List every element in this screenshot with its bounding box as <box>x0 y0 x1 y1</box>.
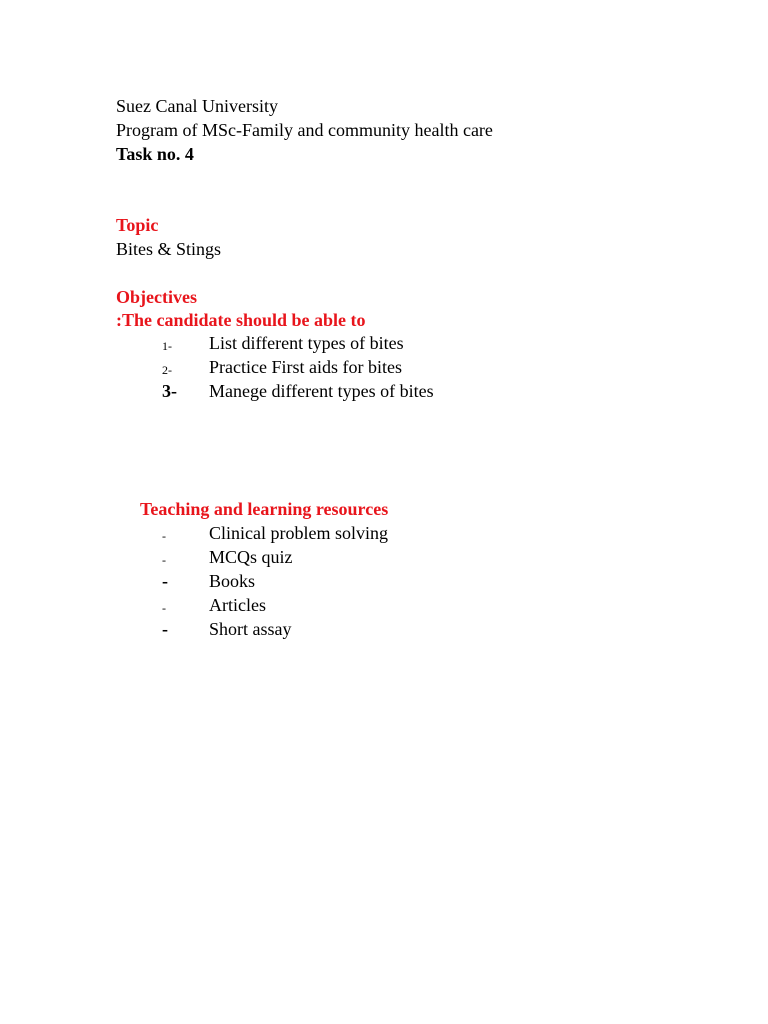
list-item-text: Articles <box>209 595 266 615</box>
list-item <box>162 522 612 544</box>
list-item-text: MCQs quiz <box>209 547 293 567</box>
list-item <box>162 570 612 592</box>
objectives-heading: Objectives <box>116 287 197 307</box>
list-item <box>162 546 612 568</box>
topic-heading: Topic <box>116 215 159 235</box>
list-item <box>162 380 612 402</box>
list-marker: - <box>162 529 166 543</box>
list-item-text: Books <box>209 571 256 591</box>
program-name: Program of MSc-Family and community health care <box>116 120 493 140</box>
list-item-text: Short assay <box>209 619 292 639</box>
list-marker: - <box>162 601 166 615</box>
list-item <box>162 332 612 354</box>
list-item-text: Clinical problem solving <box>209 523 388 543</box>
list-marker: 3- <box>162 381 177 401</box>
topic-value: Bites & Stings <box>116 239 222 259</box>
list-item <box>162 618 612 640</box>
list-marker: - <box>162 619 168 639</box>
objectives-intro: :The candidate should be able to <box>116 310 366 330</box>
list-item-text: Practice First aids for bites <box>209 357 402 377</box>
task-number: Task no. 4 <box>116 144 194 164</box>
list-item-text: Manege different types of bites <box>209 381 434 401</box>
list-marker: 2- <box>162 363 172 377</box>
list-item <box>162 594 612 616</box>
list-marker: 1- <box>162 339 172 353</box>
list-marker: - <box>162 571 168 591</box>
list-marker: - <box>162 553 166 567</box>
list-item <box>162 356 612 378</box>
university-name: Suez Canal University <box>116 96 278 116</box>
list-item-text: List different types of bites <box>209 333 404 353</box>
resources-heading: Teaching and learning resources <box>140 499 389 519</box>
